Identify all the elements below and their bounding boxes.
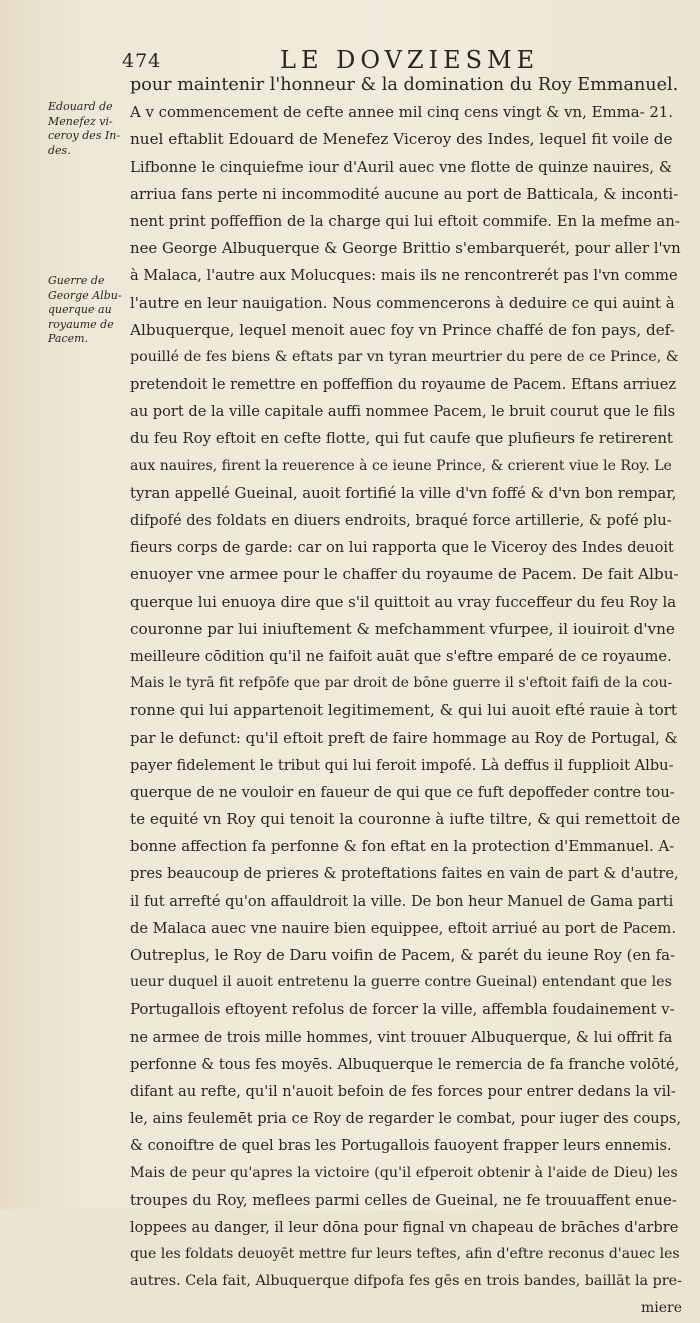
text-line: Portugallois eftoyent refolus de forcer la ville, affembla foudainement v- bbox=[130, 1000, 675, 1019]
text-line: troupes du Roy, meflees parmi celles de Gueinal, ne fe trouuaffent enue- bbox=[130, 1190, 677, 1209]
text-line: & conoiftre de quel bras les Portugallois fauoyent frapper leurs ennemis. bbox=[130, 1137, 672, 1155]
running-title: LE DOVZIESME bbox=[280, 46, 540, 74]
body-text bbox=[130, 72, 682, 1323]
text-line: le, ains feulemēt pria ce Roy de regarder le combat, pour iuger des coups, bbox=[130, 1110, 682, 1128]
text-line: meilleure cōdition qu'il ne faifoit auāt que s'eftre emparé de ce royaume. bbox=[130, 647, 672, 665]
text-line: à Malaca, l'autre aux Molucques: mais ils ne rencontrerét pas l'vn comme bbox=[130, 267, 678, 285]
text-line: par le defunct: qu'il eftoit preft de faire hommage au Roy de Portugal, & bbox=[130, 728, 678, 747]
text-line: enuoyer vne armee pour le chaffer du royaume de Pacem. De fait Albu- bbox=[130, 565, 679, 584]
text-line: couronne par lui iniuftement & mefchamment vfurpee, il iouiroit d'vne bbox=[130, 619, 675, 638]
text-line: nuel eftablit Edouard de Menefez Viceroy des Indes, lequel fit voile de bbox=[130, 130, 673, 149]
text-line: pouillé de fes biens & eftats par vn tyran meurtrier du pere de ce Prince, & bbox=[130, 348, 679, 365]
text-line: payer fidelement le tribut qui lui feroit impofé. Là deffus il fupplioit Albu- bbox=[130, 756, 674, 774]
text-line: difpofé des foldats en diuers endroits, braqué force artillerie, & pofé plu- bbox=[130, 512, 672, 529]
page-number: 474 bbox=[122, 50, 162, 72]
text-line: bonne affection fa perfonne & fon eftat en la protection d'Emmanuel. A- bbox=[130, 837, 675, 856]
text-line: pretendoit le remettre en poffeffion du royaume de Pacem. Eftans arriuez bbox=[130, 376, 677, 394]
text-line: te equité vn Roy qui tenoit la couronne à iufte tiltre, & qui remettoit de bbox=[130, 810, 681, 829]
text-line: autres. Cela fait, Albuquerque difpofa fes gēs en trois bandes, baillāt la pre- bbox=[130, 1273, 682, 1290]
text-line: querque lui enuoya dire que s'il quittoit au vray fucceffeur du feu Roy la bbox=[130, 592, 677, 611]
margin-note-menezes bbox=[48, 100, 124, 158]
margin-note-line: George Albu- bbox=[48, 288, 122, 302]
text-line: Outreplus, le Roy de Daru voifin de Pacem, & parét du ieune Roy (en fa- bbox=[130, 946, 675, 964]
margin-note-line: Pacem. bbox=[48, 332, 89, 345]
text-line: ueur duquel il auoit entretenu la guerre contre Gueinal) entendant que les bbox=[130, 974, 672, 991]
text-line: nee George Albuquerque & George Brittio s'embarquerét, pour aller l'vn bbox=[130, 239, 681, 258]
text-line: ronne qui lui appartenoit legitimement, & qui lui auoit efté rauie à tort bbox=[130, 701, 678, 720]
margin-note-line: querque au bbox=[48, 303, 112, 316]
margin-note-line: des. bbox=[48, 143, 71, 157]
text-line: Lifbonne le cinquiefme iour d'Auril auec vne flotte de quinze nauires, & bbox=[130, 157, 673, 176]
text-line: au port de la ville capitale auffi nommee Pacem, le bruit courut que le fils bbox=[130, 403, 676, 421]
text-line: A v commencement de cefte annee mil cinq cens vingt & vn, Emma- 21. bbox=[130, 103, 674, 122]
margin-note-line: Menefez vi- bbox=[48, 114, 113, 128]
text-line: du feu Roy eftoit en cefte flotte, qui fut caufe que plufieurs fe retirerent bbox=[130, 429, 673, 448]
text-line: Albuquerque, lequel menoit auec foy vn Prince chaffé de fon pays, def- bbox=[130, 320, 675, 339]
text-line: de Malaca auec vne nauire bien equippee, eftoit arriué au port de Pacem. bbox=[130, 919, 676, 937]
margin-note-pacem bbox=[48, 274, 124, 347]
text-line: loppees au danger, il leur dōna pour fignal vn chapeau de brāches d'arbre bbox=[130, 1218, 679, 1236]
text-line: nent print poffeffion de la charge qui lui eftoit commife. En la mefme an- bbox=[130, 211, 680, 230]
text-line: miere bbox=[640, 1300, 682, 1317]
text-line: querque de ne vouloir en faueur de qui que ce fuft depoffeder contre tou- bbox=[130, 783, 675, 801]
text-line: Mais de peur qu'apres la victoire (qu'il efperoit obtenir à l'aide de Dieu) les bbox=[130, 1164, 678, 1181]
text-line: l'autre en leur nauigation. Nous commencerons à deduire ce qui auint à bbox=[130, 293, 675, 312]
text-line: il fut arrefté qu'on affauldroit la ville. De bon heur Manuel de Gama parti bbox=[130, 892, 674, 910]
text-line: fieurs corps de garde: car on lui rapporta que le Viceroy des Indes deuoit bbox=[130, 539, 674, 557]
margin-note-line: royaume de bbox=[48, 317, 114, 331]
text-line: pres beaucoup de prieres & proteftations faites en vain de part & d'autre, bbox=[130, 865, 679, 883]
text-line: aux nauires, firent la reuerence à ce ieune Prince, & crierent viue le Roy. Le bbox=[130, 457, 672, 474]
text-line: que les foldats deuoyēt mettre fur leurs teftes, afin d'eftre reconus d'auec les bbox=[130, 1246, 680, 1263]
margin-note-line: Guerre de bbox=[48, 274, 105, 287]
text-line: perfonne & tous fes moyēs. Albuquerque le remercia de fa franche volōté, bbox=[130, 1055, 680, 1073]
text-line: tyran appellé Gueinal, auoit fortifié la ville d'vn foffé & d'vn bon rempar, bbox=[130, 483, 677, 502]
text-line: Mais le tyrā fit refpōfe que par droit de bōne guerre il s'eftoit faifi de la cou- bbox=[130, 675, 673, 692]
text-line: ne armee de trois mille hommes, vint trouuer Albuquerque, & lui offrit fa bbox=[130, 1028, 673, 1046]
margin-note-line: Edouard de bbox=[48, 100, 113, 113]
text-line: difant au refte, qu'il n'auoit befoin de fes forces pour entrer dedans la vil- bbox=[130, 1082, 676, 1100]
text-line: pour maintenir l'honneur & la domination du Roy Emmanuel. bbox=[130, 75, 679, 95]
text-line: arriua fans perte ni incommodité aucune au port de Batticala, & inconti- bbox=[130, 184, 679, 203]
margin-note-line: ceroy des In- bbox=[48, 129, 121, 142]
page-header bbox=[120, 44, 690, 74]
